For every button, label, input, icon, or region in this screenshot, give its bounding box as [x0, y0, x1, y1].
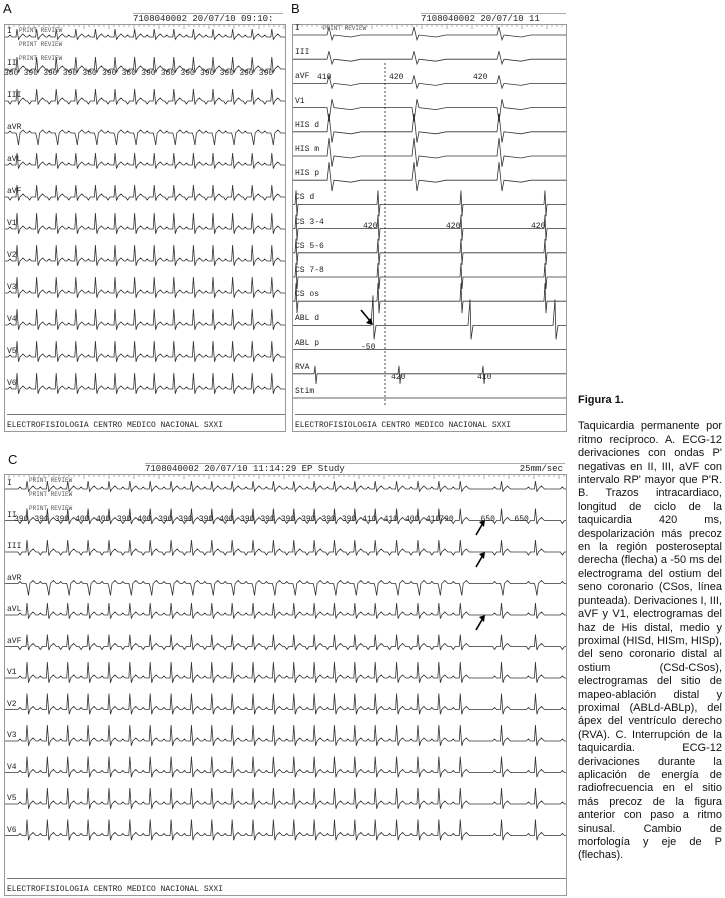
print-review-watermark: PRINT REVIEW: [19, 55, 63, 62]
lead-trace-v2: [5, 694, 566, 715]
lead-label-i: I: [7, 27, 12, 36]
print-review-watermark: PRINT REVIEW: [29, 477, 73, 484]
rr-interval-label: 390: [239, 69, 254, 78]
rva-interval-label: 410: [477, 373, 492, 382]
channel-label-abl-d: ABL d: [295, 314, 320, 324]
lead-label-v4: V4: [7, 762, 17, 772]
channel-label-avf: aVF: [295, 72, 310, 82]
rr-interval-label: 410: [425, 515, 441, 524]
ecg-panel-a: [4, 14, 286, 432]
lead-trace-v6: [5, 820, 566, 841]
rr-interval-label: 420: [473, 73, 488, 82]
rr-interval-label: 410: [317, 73, 332, 82]
rr-interval-label: 380: [160, 69, 176, 78]
lead-trace-v3: [5, 277, 285, 298]
lead-trace-avr: [5, 130, 285, 145]
lead-label-iii: III: [7, 91, 22, 100]
rr-interval-label: 380: [4, 69, 19, 78]
lead-label-v3: V3: [7, 731, 17, 740]
rr-interval-label: 390: [280, 515, 296, 524]
trace-cs-3-4: [293, 215, 566, 241]
rr-interval-label: 390: [141, 69, 156, 78]
lead-trace-v1: [5, 662, 566, 683]
lead-trace-avf: [5, 185, 285, 201]
cycle-length-label: 420: [446, 222, 461, 231]
lead-label-v1: V1: [7, 219, 17, 228]
channel-label-cs-d: CS d: [295, 193, 315, 203]
activation-time-label: -50: [361, 343, 376, 352]
rr-interval-label: 390: [54, 515, 70, 524]
lead-trace-v6: [5, 373, 285, 394]
lead-trace-v5: [5, 341, 285, 362]
panel-b-footer: ELECTROFISIOLOGIA CENTRO MEDICO NACIONAL SXXI: [295, 414, 566, 430]
trace-his-p: [293, 162, 566, 191]
channel-label-his-d: HIS d: [295, 120, 320, 130]
panel-c-header-text: 7108040002 20/07/10 11:14:29 EP Study: [145, 464, 345, 474]
rr-interval-label: 790: [439, 515, 454, 524]
lead-trace-v1: [5, 213, 285, 234]
rr-interval-label: 390: [34, 515, 49, 524]
rr-interval-label: 390: [23, 69, 38, 78]
trace-his-d: [293, 114, 566, 143]
panel-c-header: [145, 463, 565, 474]
lead-label-ii: II: [7, 59, 17, 68]
lead-label-ii: II: [7, 510, 17, 520]
lead-label-v6: V6: [7, 379, 17, 388]
rr-interval-label: 400: [75, 515, 90, 524]
rr-interval-label: 650: [480, 515, 495, 524]
trace-cs-7-8: [293, 263, 566, 289]
rr-interval-label: 390: [258, 69, 274, 78]
lead-label-avl: aVL: [7, 605, 22, 614]
rr-interval-label: 380: [121, 69, 136, 78]
lead-label-v1: V1: [7, 668, 17, 677]
channel-label-abl-p: ABL p: [295, 338, 320, 348]
caption-text: Taquicardia permanente por ritmo recíproco. A. ECG-12 derivaciones con ondas P' negativas en II, III, aVF con intervalo RP' mayor que P'R. B. Trazos intracardiaco, longitud de ciclo de la taquicardia 420 ms, despolarización más precoz en la región posteroseptal derecha (flecha) a -50 ms del electrograma del ostium del seno coronario (CSos, línea punteada). Derivaciones I, III, aVF y V1, electrogramas del haz de His distal, medio y proximal (HISd, HISm, HISp), del seno coronario distal al ostium (CSd-CSos), electrogramas del sitio de mapeo-ablación distal y proximal (ABLd-ABLp), del ápex del ventrículo derecho (RVA). C. Interrupción de la taquicardia. ECG-12 derivaciones durante la aplicación de energía de radiofrecuencia en el sitio más precoz de la figura anterior con paso a ritmo sinusal. Cambio de morfología y eje de P (flechas).: [578, 420, 722, 862]
ecg-traces: [5, 25, 285, 421]
rr-interval-label: 390: [321, 515, 336, 524]
rr-interval-label: 400: [404, 515, 420, 524]
rr-interval-label: 410: [383, 515, 398, 524]
lead-trace-v5: [5, 788, 566, 809]
panel-b-label: B: [291, 1, 300, 16]
rr-interval-label: 420: [389, 73, 404, 82]
lead-label-v2: V2: [7, 251, 17, 260]
rr-interval-label: 400: [219, 515, 234, 524]
ecg-panel-b: [292, 14, 567, 432]
panel-a-header: 7108040002 20/07/10 09:10:: [133, 13, 283, 24]
lead-label-avr: aVR: [7, 123, 22, 132]
rr-interval-label: 390: [180, 69, 195, 78]
rr-interval-label: 390: [341, 515, 357, 524]
rr-interval-label: 390: [158, 515, 173, 524]
rr-interval-label: 390: [14, 515, 29, 524]
channel-label-cs-7-8: CS 7-8: [295, 266, 324, 275]
lead-label-v5: V5: [7, 794, 17, 803]
trace-avf: [293, 75, 566, 88]
rr-interval-label: 390: [116, 515, 132, 524]
panel-b-header: 7108040002 20/07/10 11: [421, 13, 566, 24]
rr-interval-label: 400: [137, 515, 152, 524]
lead-trace-v2: [5, 245, 285, 266]
trace-cs-5-6: [293, 239, 566, 265]
rr-interval-label: 390: [43, 69, 58, 78]
trace-cs-os: [293, 283, 566, 313]
lead-label-v4: V4: [7, 315, 17, 324]
trace-iii: [293, 51, 566, 64]
channel-label-cs-3-4: CS 3-4: [295, 217, 324, 227]
channel-label-his-m: HIS m: [295, 145, 320, 154]
lead-label-avf: aVF: [7, 187, 22, 196]
trace-rva: [293, 366, 566, 384]
channel-label-cs-os: CS os: [295, 290, 320, 300]
rr-interval-label: 380: [82, 69, 97, 78]
rr-interval-label: 390: [260, 515, 275, 524]
lead-trace-avl: [5, 153, 285, 169]
ecg-traces: [5, 475, 566, 867]
rr-interval-label: 390: [240, 515, 255, 524]
panel-a-footer: ELECTROFISIOLOGIA CENTRO MEDICO NACIONAL SXXI: [7, 414, 285, 430]
paper-speed: 25mm/sec: [519, 464, 563, 474]
rr-interval-label: 390: [219, 69, 234, 78]
trace-his-m: [293, 138, 566, 167]
ecg-panel-c: [4, 464, 567, 896]
cycle-length-label: 420: [363, 222, 378, 231]
trace-v1: [293, 96, 566, 121]
channel-label-i: I: [295, 24, 300, 33]
channel-label-v1: V1: [295, 96, 305, 106]
rr-interval-label: 390: [200, 69, 215, 78]
lead-label-v5: V5: [7, 347, 17, 356]
print-review-watermark: PRINT REVIEW: [323, 25, 367, 32]
figure-title: Figura 1.: [578, 394, 624, 406]
intracardiac-traces: [293, 25, 566, 425]
channel-label-iii: III: [295, 48, 310, 58]
lead-trace-v4: [5, 757, 566, 778]
lead-label-v2: V2: [7, 699, 17, 709]
lead-trace-i: [5, 481, 566, 491]
lead-label-v3: V3: [7, 283, 17, 292]
print-review-watermark: PRINT REVIEW: [29, 505, 73, 512]
lead-trace-v3: [5, 725, 566, 746]
rva-interval-label: 420: [391, 373, 406, 382]
print-review-watermark: PRINT REVIEW: [19, 27, 63, 34]
lead-label-avl: aVL: [7, 155, 22, 164]
lead-trace-avf: [5, 635, 566, 651]
channel-label-cs-5-6: CS 5-6: [295, 241, 324, 251]
rr-interval-label: 400: [95, 515, 111, 524]
lead-trace-v4: [5, 309, 285, 330]
print-review-watermark: PRINT REVIEW: [29, 491, 73, 498]
rr-interval-label: 390: [62, 69, 78, 78]
rr-interval-label: 390: [178, 515, 193, 524]
panel-c-footer: ELECTROFISIOLOGIA CENTRO MEDICO NACIONAL SXXI: [7, 878, 566, 894]
rr-interval-label: 390: [102, 69, 117, 78]
lead-label-avr: aVR: [7, 573, 22, 583]
trace-abl-d: [293, 295, 566, 339]
channel-label-stim: Stim: [295, 387, 315, 396]
panel-a-label: A: [3, 1, 12, 16]
lead-label-i: I: [7, 479, 12, 488]
figure-caption: [578, 394, 722, 863]
panel-c-label: C: [8, 452, 18, 467]
channel-label-rva: RVA: [295, 362, 310, 372]
print-review-watermark: PRINT REVIEW: [19, 41, 63, 48]
trace-cs-d: [293, 190, 566, 216]
lead-trace-iii: [5, 89, 285, 105]
channel-label-his-p: HIS p: [295, 169, 320, 179]
rr-interval-label: 650: [514, 515, 529, 524]
lead-trace-avr: [5, 581, 566, 596]
lead-label-avf: aVF: [7, 636, 22, 646]
rr-interval-label: 390: [198, 515, 214, 524]
lead-label-iii: III: [7, 542, 22, 551]
rr-interval-label: 410: [362, 515, 377, 524]
cycle-length-label: 420: [531, 222, 546, 231]
rr-interval-label: 390: [301, 515, 316, 524]
lead-label-v6: V6: [7, 825, 17, 835]
